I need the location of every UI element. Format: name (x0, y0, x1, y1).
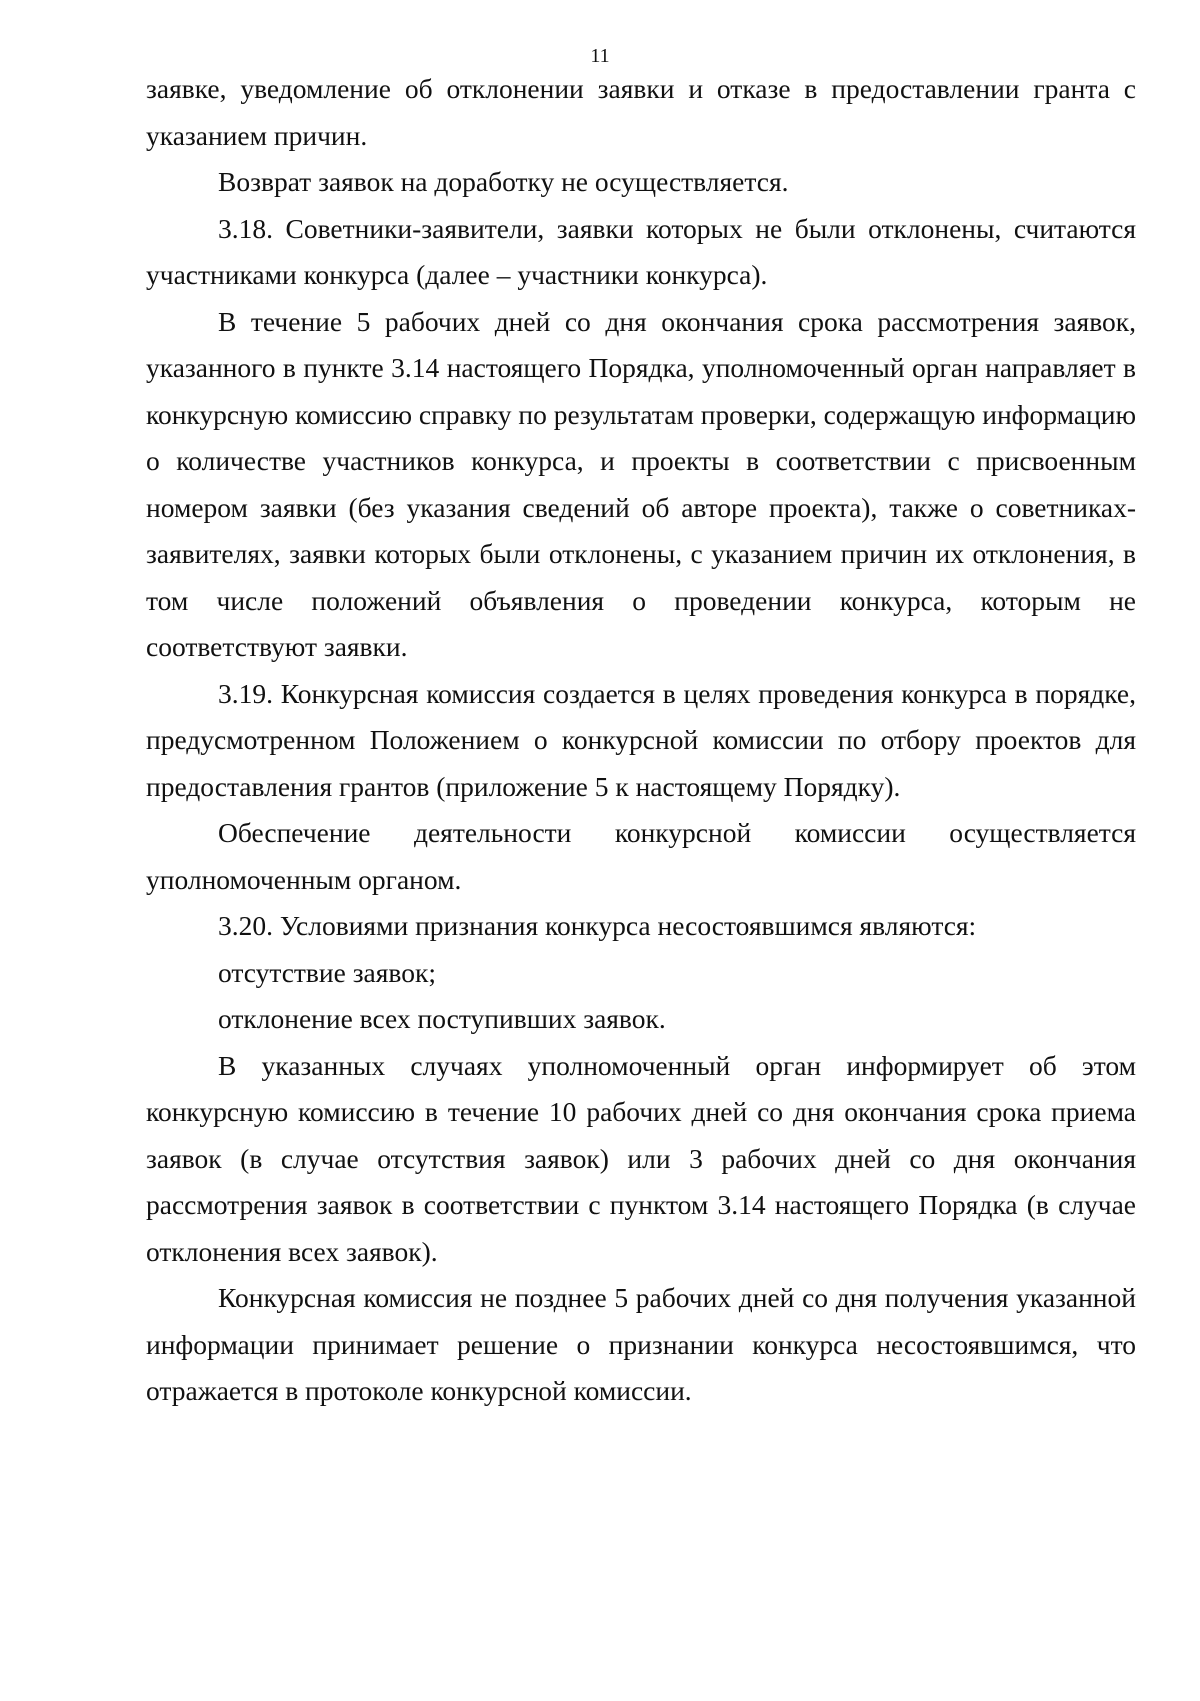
paragraph-commission-support: Обеспечение деятельности конкурсной комиссии осуществляется уполномоченным органом. (146, 817, 1136, 895)
page-number: 11 (590, 45, 610, 67)
paragraph-condition-all-rejected: отклонение всех поступивших заявок. (218, 1003, 666, 1034)
paragraph-3-19: 3.19. Конкурсная комиссия создается в целях проведения конкурса в порядке, предусмотренном Положением о конкурсной комиссии по отбору проектов для предоставления грантов (приложение 5 к настоящему Порядку). (146, 677, 1136, 802)
paragraph-condition-no-applications: отсутствие заявок; (218, 956, 436, 988)
paragraph-notification: В указанных случаях уполномоченный орган информирует об этом конкурсную комиссию в течение 10 рабочих дней со дня окончания срока приема заявок (в случае отсутствия заявок) или 3 рабочих дней со дня окончания рассмотрения заявок в соответствии с пунктом 3.14 настоящего Порядка (в случае отклонения всех заявок). (146, 1049, 1136, 1267)
paragraph-review-deadline: В течение 5 рабочих дней со дня окончания срока рассмотрения заявок, указанного в пункте 3.14 настоящего Порядка, уполномоченный орган направляет в конкурсную комиссию справку по результатам проверки, содержащую информацию о количестве участников конкурса, и проекты в соответствии с присвоенным номером заявки (без указания сведений об авторе проекта), также о советниках-заявителях, заявки которых были отклонены, с указанием причин их отклонения, в том числе положений объявления о проведении конкурса, которым не соответствуют заявки. (146, 305, 1136, 662)
paragraph-commission-decision: Конкурсная комиссия не позднее 5 рабочих дней со дня получения указанной информации принимает решение о признании конкурса несостоявшимся, что отражается в протоколе конкурсной комиссии. (146, 1282, 1136, 1406)
paragraph-continuation: заявке, уведомление об отклонении заявки и отказе в предоставлении гранта с указанием причин. (146, 73, 1136, 151)
paragraph-3-18: 3.18. Советники-заявители, заявки которых не были отклонены, считаются участниками конкурса (далее – участники конкурса). (146, 212, 1136, 290)
paragraph-3-20: 3.20. Условиями признания конкурса несостоявшимся являются: (218, 910, 977, 941)
paragraph-no-return: Возврат заявок на доработку не осуществляется. (218, 166, 789, 197)
document-body (146, 66, 1136, 1415)
